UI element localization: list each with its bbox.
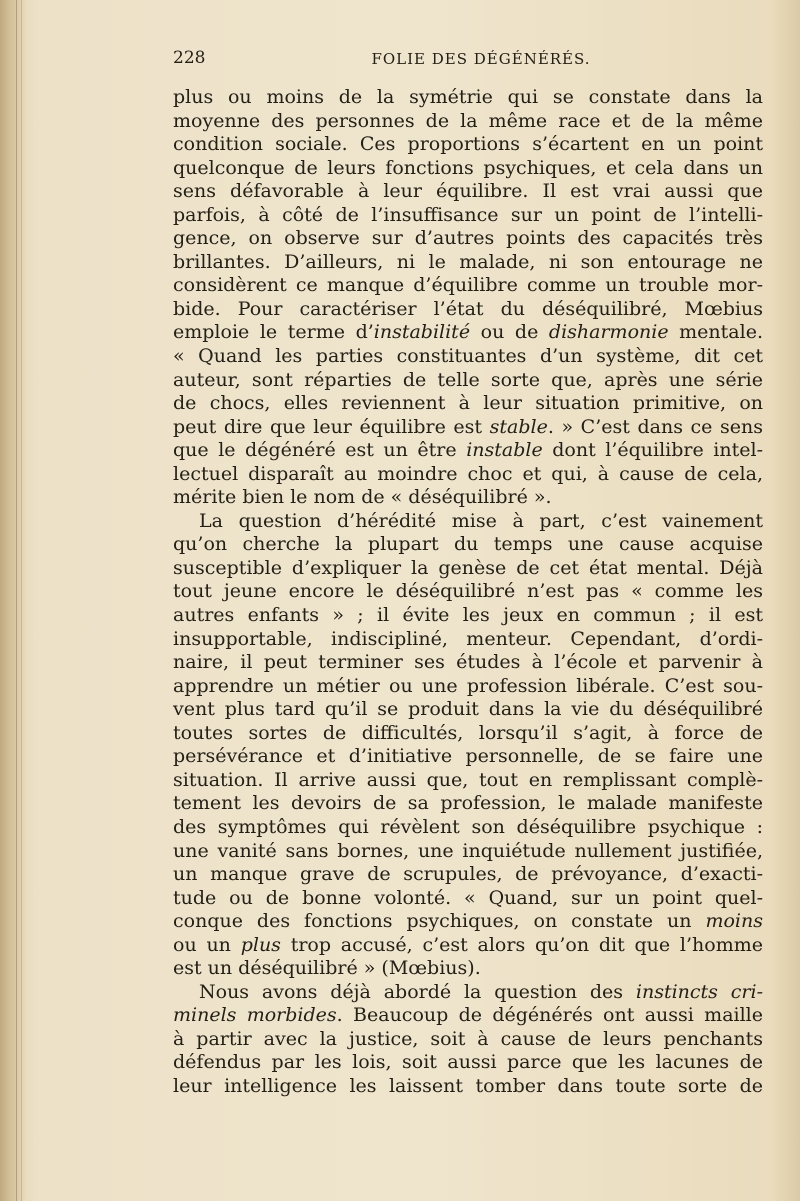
text-run: emploie le terme d’ <box>173 321 374 344</box>
text-run: conque des fonctions psychiques, on constate un <box>173 910 706 933</box>
text-run: Nous avons déjà abordé la question des <box>199 980 636 1003</box>
text-line <box>173 580 763 604</box>
text-run: bide. Pour caractériser l’état du déséquilibré, Mœbius <box>173 297 763 320</box>
text-line <box>173 110 763 134</box>
text-line <box>173 133 763 157</box>
text-line <box>173 651 763 675</box>
text-line <box>173 557 763 581</box>
text-line <box>173 486 763 510</box>
text-run: . » C’est dans ce sens <box>547 415 763 438</box>
text-run: . Beaucoup de dégénérés ont aussi maille <box>336 1004 763 1027</box>
text-line <box>173 769 763 793</box>
text-run: mentale. <box>668 321 763 344</box>
text-run: tement les devoirs de sa profession, le malade manifeste <box>173 792 763 815</box>
italic-text: moins <box>705 910 763 933</box>
text-run: ou de <box>470 321 549 344</box>
text-line <box>173 298 763 322</box>
text-run: auteur, sont réparties de telle sorte que, après une série <box>173 368 763 391</box>
text-line <box>173 274 763 298</box>
text-run: un manque grave de scrupules, de prévoyance, d’exacti- <box>173 863 763 886</box>
text-run: à partir avec la justice, soit à cause de leurs penchants <box>173 1027 763 1050</box>
page-header <box>173 48 763 74</box>
page-number: 228 <box>173 48 206 68</box>
text-run: moyenne des personnes de la même race et de la même <box>173 109 763 132</box>
text-run: La question d’hérédité mise à part, c’est vainement <box>199 509 763 532</box>
text-run: brillantes. D’ailleurs, ni le malade, ni son entourage ne <box>173 250 763 273</box>
binding-edge <box>16 0 17 1201</box>
text-run: ou un <box>173 933 241 956</box>
text-line <box>173 675 763 699</box>
text-run: persévérance et d’initiative personnelle, de se faire une <box>173 745 763 768</box>
text-run: trop accusé, c’est alors qu’on dit que l’homme <box>280 933 763 956</box>
text-run: des symptômes qui révèlent son déséquilibre psychique : <box>173 815 763 838</box>
text-line <box>173 863 763 887</box>
text-run: considèrent ce manque d’équilibre comme un trouble mor- <box>173 274 763 297</box>
text-run: lectuel disparaît au moindre choc et qui, à cause de cela, <box>173 462 763 485</box>
text-run: dont l’équilibre intel- <box>542 439 763 462</box>
text-run: apprendre un métier ou une profession libérale. C’est sou- <box>173 674 763 697</box>
text-line <box>173 981 763 1005</box>
text-line <box>173 1028 763 1052</box>
text-line <box>173 1004 763 1028</box>
text-run: qu’on cherche la plupart du temps une cause acquise <box>173 533 763 556</box>
text-line <box>173 510 763 534</box>
text-run: insupportable, indiscipliné, menteur. Cependant, d’ordi- <box>173 627 763 650</box>
text-line <box>173 321 763 345</box>
page-gutter <box>0 0 26 1201</box>
binding-edge-inner <box>21 0 22 1201</box>
text-line <box>173 698 763 722</box>
text-line <box>173 204 763 228</box>
text-line <box>173 369 763 393</box>
text-run: vent plus tard qu’il se produit dans la vie du déséquilibré <box>173 698 763 721</box>
text-run: une vanité sans bornes, une inquiétude nullement justifiée, <box>173 839 763 862</box>
text-line <box>173 934 763 958</box>
text-line <box>173 722 763 746</box>
text-line <box>173 416 763 440</box>
italic-text: minels morbides <box>173 1004 337 1027</box>
text-line <box>173 251 763 275</box>
text-line <box>173 533 763 557</box>
text-run: est un déséquilibré » (Mœbius). <box>173 957 481 980</box>
text-run: peut dire que leur équilibre est <box>173 415 490 438</box>
italic-text: plus <box>240 933 281 956</box>
text-line <box>173 628 763 652</box>
text-run: mérite bien le nom de « déséquilibré ». <box>173 486 552 509</box>
italic-text: instabilité <box>373 321 471 344</box>
text-run: plus ou moins de la symétrie qui se constate dans la <box>173 86 763 108</box>
text-run: condition sociale. Ces proportions s’écartent en un point <box>173 133 763 156</box>
text-line <box>173 345 763 369</box>
text-run: « Quand les parties constituantes d’un système, dit cet <box>173 345 763 368</box>
text-run: parfois, à côté de l’insuffisance sur un point de l’intelli- <box>173 203 763 226</box>
text-run: tout jeune encore le déséquilibré n’est pas « comme les <box>173 580 763 603</box>
running-title: FOLIE DES DÉGÉNÉRÉS. <box>371 50 591 68</box>
text-line <box>173 227 763 251</box>
text-line <box>173 157 763 181</box>
text-line <box>173 910 763 934</box>
text-line <box>173 463 763 487</box>
italic-text: instable <box>466 439 543 462</box>
text-line <box>173 1075 763 1099</box>
text-run: défendus par les lois, soit aussi parce que les lacunes de <box>173 1051 763 1074</box>
text-line <box>173 439 763 463</box>
text-run: leur intelligence les laissent tomber dans toute sorte de <box>173 1074 763 1097</box>
text-run: situation. Il arrive aussi que, tout en remplissant complè- <box>173 768 763 791</box>
text-run: gence, on observe sur d’autres points des capacités très <box>173 227 763 250</box>
text-run: autres enfants » ; il évite les jeux en commun ; il est <box>173 604 763 627</box>
italic-text: disharmonie <box>548 321 669 344</box>
text-run: quelconque de leurs fonctions psychiques, et cela dans un <box>173 156 763 179</box>
text-run: naire, il peut terminer ses études à l’école et parvenir à <box>173 651 763 674</box>
text-line <box>173 887 763 911</box>
text-line <box>173 604 763 628</box>
italic-text: instincts cri- <box>635 980 764 1003</box>
text-run: sens défavorable à leur équilibre. Il est vrai aussi que <box>173 180 763 203</box>
text-line <box>173 792 763 816</box>
text-run: que le dégénéré est un être <box>173 439 467 462</box>
text-line <box>173 957 763 981</box>
text-line <box>173 86 763 110</box>
text-line <box>173 392 763 416</box>
text-run: toutes sortes de difficultés, lorsqu’il s’agit, à force de <box>173 721 763 744</box>
body-text <box>173 86 763 1099</box>
text-line <box>173 816 763 840</box>
text-line <box>173 840 763 864</box>
text-run: de chocs, elles reviennent à leur situation primitive, on <box>173 392 763 415</box>
text-run: tude ou de bonne volonté. « Quand, sur un point quel- <box>173 886 763 909</box>
text-line <box>173 1051 763 1075</box>
text-run: susceptible d’expliquer la genèse de cet état mental. Déjà <box>173 556 763 579</box>
italic-text: stable <box>489 415 548 438</box>
text-line <box>173 180 763 204</box>
text-line <box>173 745 763 769</box>
